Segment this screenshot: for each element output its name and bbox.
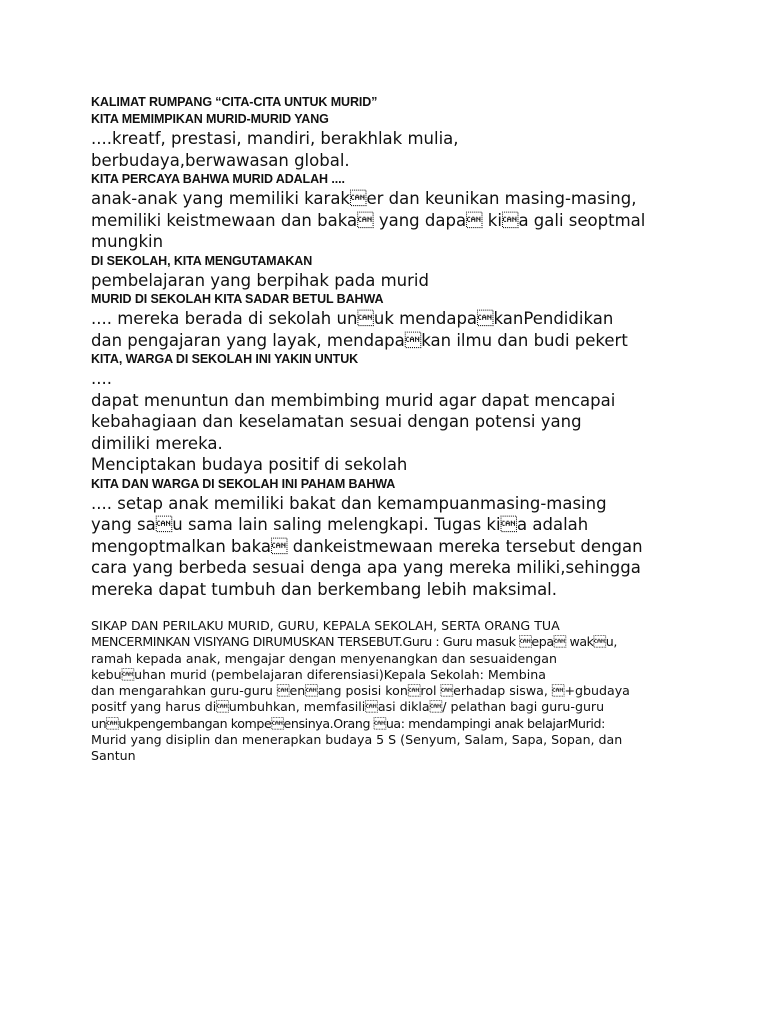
text-line: ....kreatf, prestasi, mandiri, berakhlak mulia, xyxy=(91,129,459,148)
section-4-text xyxy=(91,308,691,351)
text-line: dapat menuntun dan membimbing murid agar dapat mencapai xyxy=(91,390,616,410)
section-1-text xyxy=(91,128,691,171)
text-line: anak-anak yang memiliki karaker dan keunikan masing-masing, xyxy=(91,189,637,208)
text-line: dan pengajaran yang layak, mendapakan ilmu dan budi pekert xyxy=(91,330,628,350)
section-1-heading: KITA MEMIMPIKAN MURID-MURID YANG xyxy=(91,112,329,126)
section-6-text xyxy=(91,493,691,601)
text-line: unukpengembangan kompeensinya.Orang ua: mendampingi anak belajarMurid: xyxy=(91,715,605,731)
text-line: cara yang berbeda sesuai denga apa yang mereka miliki,sehingga xyxy=(91,558,641,577)
text-line: pembelajaran yang berpihak pada murid xyxy=(91,270,429,290)
text-line: kebahagiaan dan keselamatan sesuai dengan potensi yang xyxy=(91,412,582,431)
text-line: dan mengarahkan guru-guru enang posisi konrol erhadap siswa, +gbudaya xyxy=(91,683,630,699)
text-line: kebuuhan murid (pembelajaran diferensiasi)Kepala Sekolah: Membina xyxy=(91,666,546,682)
section-5-text xyxy=(91,368,691,476)
text-line: Murid yang disiplin dan menerapkan budaya 5 S (Senyum, Salam, Sapa, Sopan, dan xyxy=(91,732,623,748)
text-line: ramah kepada anak, mengajar dengan menyenangkan dan sesuaidengan xyxy=(91,650,557,666)
section-3-heading: DI SEKOLAH, KITA MENGUTAMAKAN xyxy=(91,253,313,268)
section-5-heading: KITA, WARGA DI SEKOLAH INI YAKIN UNTUK xyxy=(91,352,359,366)
text-line: mungkin xyxy=(91,232,164,251)
text-line: yang sau sama lain saling melengkapi. Tugas kia adalah xyxy=(91,515,589,534)
text-line: positf yang harus diumbuhkan, memfasiliasi dikla/ pelathan bagi guru-guru xyxy=(91,699,605,715)
text-line: .... setap anak memiliki bakat dan kemampuanmasing-masing xyxy=(91,493,607,513)
document-page xyxy=(91,94,691,765)
text-line: MENCERMINKAN VISIYANG DIRUMUSKAN TERSEBUT.Guru : Guru masuk epa waku, xyxy=(91,634,617,650)
text-line: .... xyxy=(91,369,112,388)
section-4-heading: MURID DI SEKOLAH KITA SADAR BETUL BAHWA xyxy=(91,292,384,306)
text-line: Santun xyxy=(91,748,136,764)
text-line: .... mereka berada di sekolah unuk mendapakanPendidikan xyxy=(91,309,614,328)
section-6-heading: KITA DAN WARGA DI SEKOLAH INI PAHAM BAHWA xyxy=(91,476,396,491)
text-line: SIKAP DAN PERILAKU MURID, GURU, KEPALA SEKOLAH, SERTA ORANG TUA xyxy=(91,618,560,633)
document-title: KALIMAT RUMPANG “CITA-CITA UNTUK MURID” xyxy=(91,95,378,109)
section-2-heading: KITA PERCAYA BAHWA MURID ADALAH .... xyxy=(91,172,345,186)
text-line: memiliki keistmewaan dan baka yang dapa kia gali seoptmal xyxy=(91,210,646,230)
text-line: mereka dapat tumbuh dan berkembang lebih maksimal. xyxy=(91,579,558,599)
text-line: mengoptmalkan baka dankeistmewaan mereka tersebut dengan xyxy=(91,536,643,556)
section-3-text xyxy=(91,270,691,292)
text-line: Menciptakan budaya positif di sekolah xyxy=(91,455,408,474)
text-line: dimiliki mereka. xyxy=(91,433,223,453)
closing-paragraph xyxy=(91,618,691,765)
section-2-text xyxy=(91,188,691,253)
text-line: berbudaya,berwawasan global. xyxy=(91,150,350,170)
